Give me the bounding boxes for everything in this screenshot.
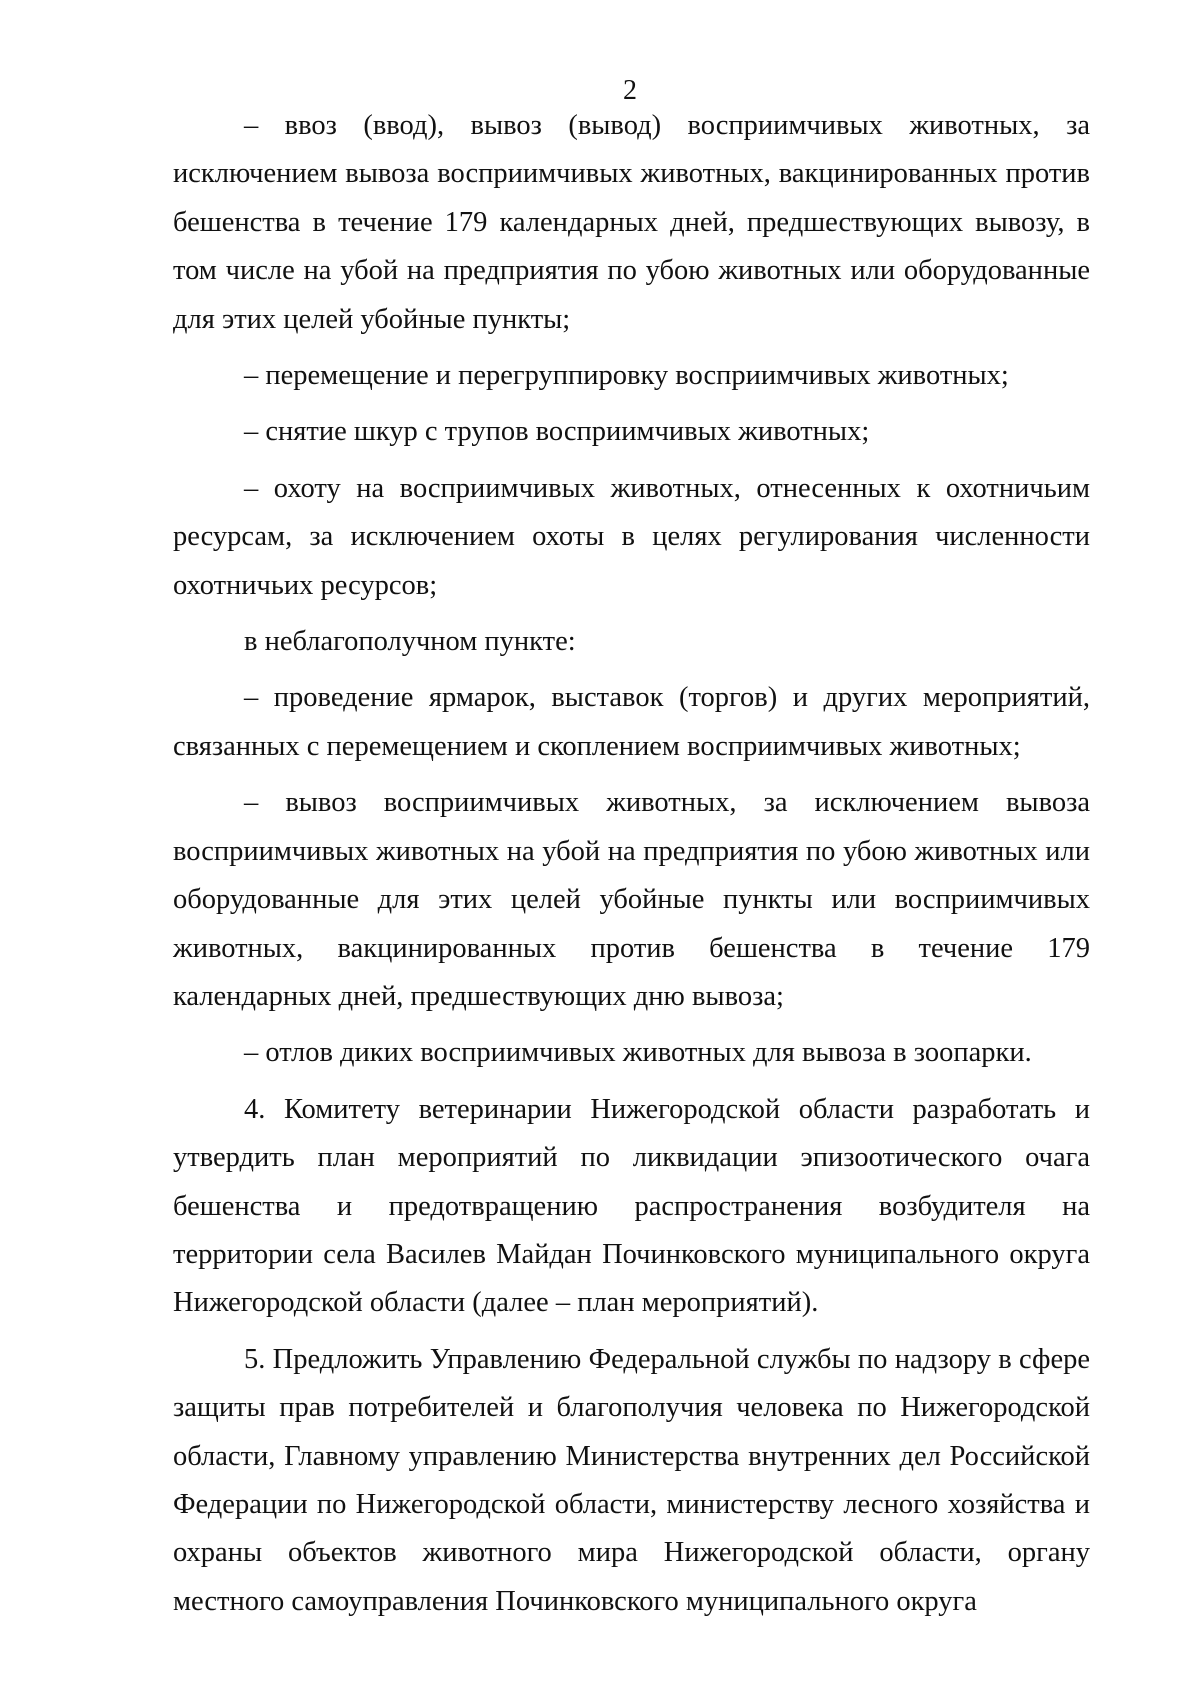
paragraph-item-5: 5. Предложить Управлению Федеральной службы по надзору в сфере защиты прав потребителей и благополучия человека по Нижегородской области, Главному управлению Министерства внутренних дел Российской Федерации по Нижегородской области, министерству лесного хозяйства и охраны объектов животного мира Нижегородской области, органу местного самоуправления Починковского муниципального округа: [173, 1343, 1090, 1617]
paragraph-item-4: 4. Комитету ветеринарии Нижегородской области разработать и утвердить план мероприятий по ликвидации эпизоотического очага бешенства и предотвращению распространения возбудителя на территории села Василев Майдан Починковского муниципального округа Нижегородской области (далее – план мероприятий).: [173, 1093, 1090, 1319]
paragraph-hunting-ban: – охоту на восприимчивых животных, отнесенных к охотничьим ресурсам, за исключением охоты в целях регулирования численности охотничьих ресурсов;: [173, 472, 1090, 601]
paragraph-regrouping-ban: – перемещение и перегруппировку восприимчивых животных;: [244, 360, 1009, 392]
paragraph-capture-ban: – отлов диких восприимчивых животных для вывоза в зоопарки.: [244, 1037, 1032, 1069]
paragraph-affected-point-heading: в неблагополучном пункте:: [244, 626, 576, 658]
paragraph-skinning-ban: – снятие шкур с трупов восприимчивых животных;: [244, 416, 870, 448]
paragraph-import-export-ban: – ввоз (ввод), вывоз (вывод) восприимчивых животных, за исключением вывоза восприимчивых животных, вакцинированных против бешенства в течение 179 календарных дней, предшествующих вывозу, в том числе на убой на предприятия по убою животных или оборудованные для этих целей убойные пункты;: [173, 110, 1090, 335]
document-body: [173, 102, 1090, 1626]
paragraph-export-ban: – вывоз восприимчивых животных, за исключением вывоза восприимчивых животных на убой на предприятия по убою животных или оборудованные для этих целей убойные пункты или восприимчивых животных, вакцинированных против бешенства в течение 179 календарных дней, предшествующих дню вывоза;: [173, 787, 1090, 1012]
page-number: 2: [623, 75, 637, 106]
paragraph-fairs-ban: – проведение ярмарок, выставок (торгов) и других мероприятий, связанных с перемещением и скоплением восприимчивых животных;: [173, 682, 1090, 762]
